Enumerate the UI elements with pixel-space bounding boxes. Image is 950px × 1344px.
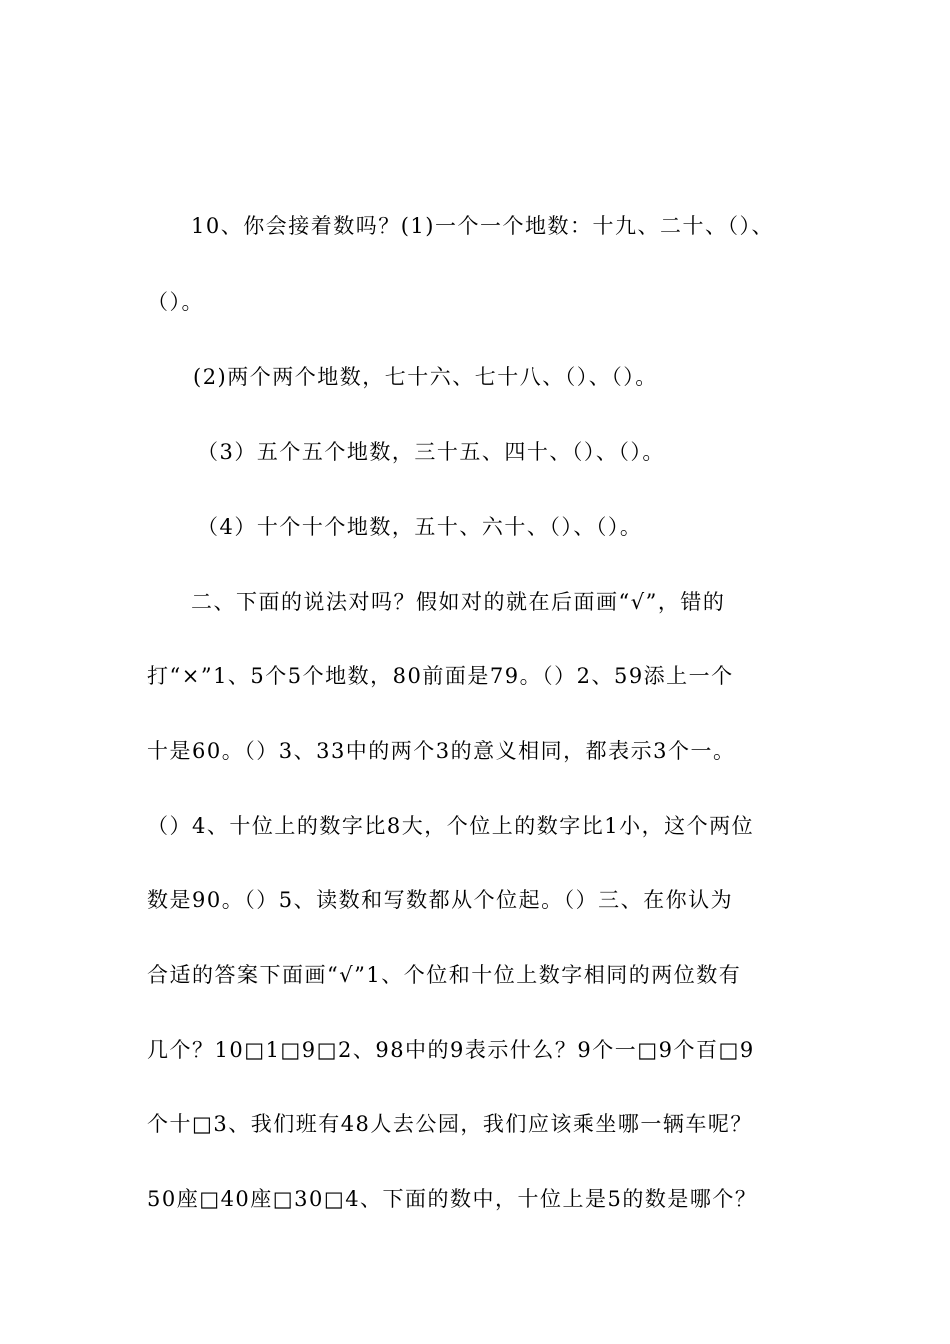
text-line-13: 个十□3、我们班有48人去公园，我们应该乘坐哪一辆车呢？ [147, 1112, 753, 1136]
text-line-6: 二、下面的说法对吗？假如对的就在后面画“√”，错的 [191, 590, 726, 614]
text-line-4: （3）五个五个地数，三十五、四十、（）、（）。 [197, 440, 665, 464]
text-line-3: (2)两个两个地数，七十六、七十八、（）、（）。 [193, 365, 658, 389]
text-line-2: （）。 [147, 290, 204, 314]
text-line-8: 十是60。（）3、33中的两个3的意义相同，都表示3个一。 [147, 739, 736, 763]
text-line-1: 10、你会接着数吗？(1)一个一个地数：十九、二十、（）、 [191, 214, 774, 238]
text-line-7: 打“×”1、5个5个地数，80前面是79。（）2、59添上一个 [147, 664, 734, 688]
text-line-12: 几个？10□1□9□2、98中的9表示什么？9个一□9个百□9 [147, 1038, 755, 1062]
text-line-10: 数是90。（）5、读数和写数都从个位起。（）三、在你认为 [147, 888, 734, 912]
text-line-5: （4）十个十个地数，五十、六十、（）、（）。 [197, 515, 643, 539]
text-line-9: （）4、十位上的数字比8大，个位上的数字比1小，这个两位 [147, 814, 755, 838]
text-line-14: 50座□40座□30□4、下面的数中，十位上是5的数是哪个？ [147, 1187, 758, 1211]
text-line-11: 合适的答案下面画“√”1、个位和十位上数字相同的两位数有 [147, 963, 742, 987]
